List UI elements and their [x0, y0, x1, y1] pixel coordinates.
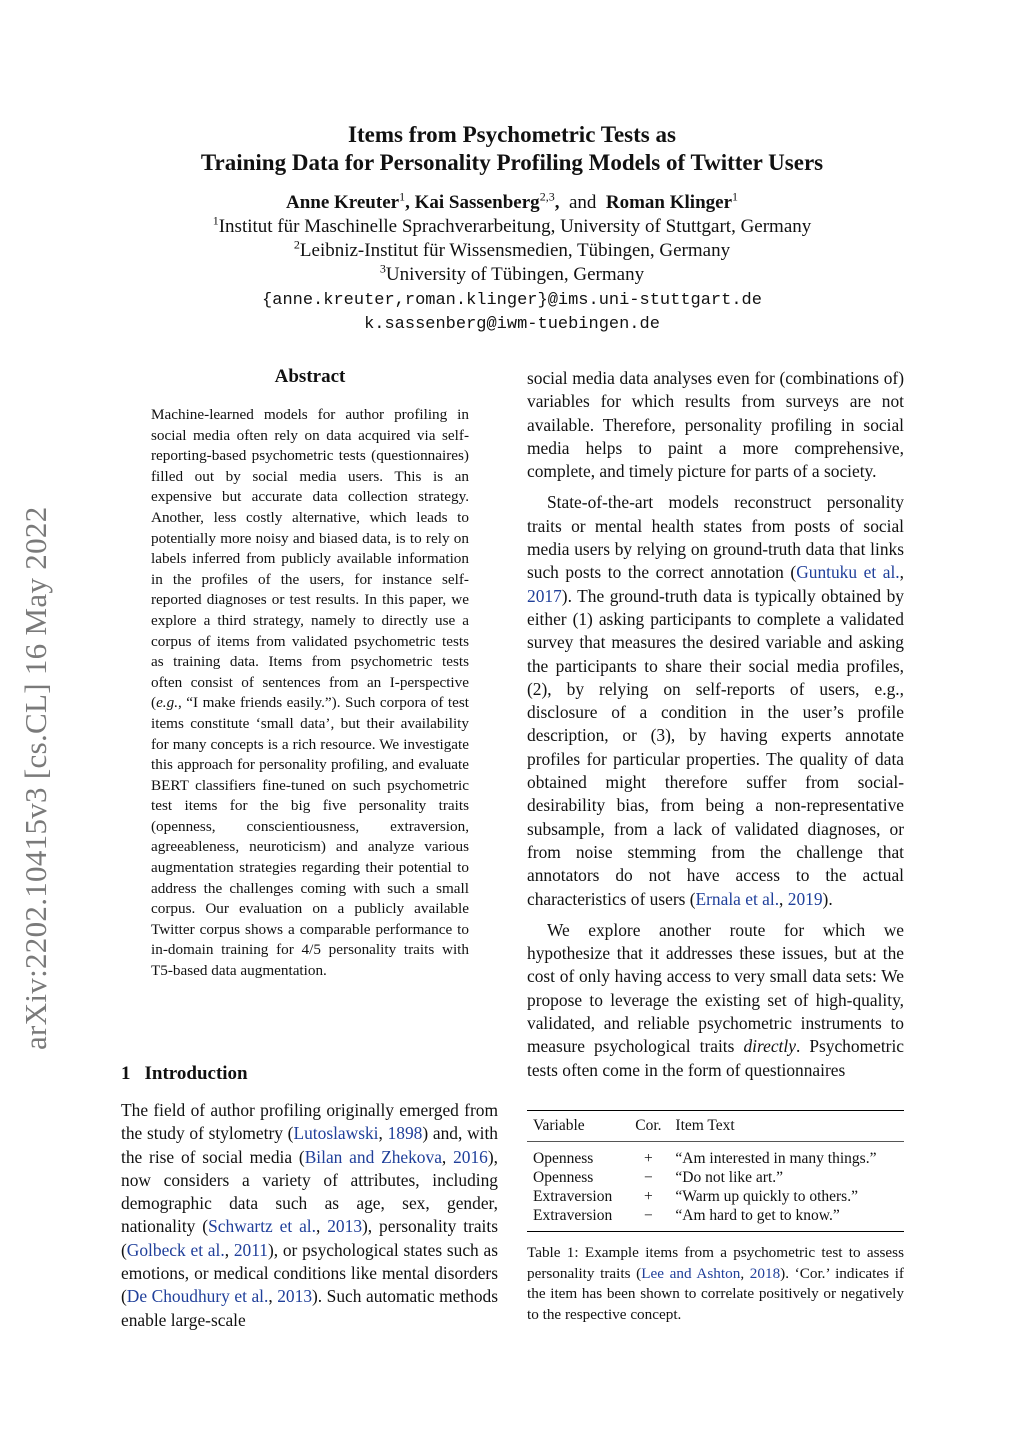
abstract-heading: Abstract	[274, 366, 346, 387]
table-row: Openness + “Am interested in many things.”	[533, 1150, 877, 1167]
abstract-body: Machine-learned models for author profiling in social media often rely on data acquired via self-reporting-based psychometric tests (questionnaires) filled out by social media users. This is an expensive but accurate data collection strategy. Another, less costly alternative, which leads to potentially more noisy and biased data, is to rely on labels inferred from publicly available information in the profiles of the users, for instance self-reported diagnoses or test results. In this paper, we explore a third strategy, namely to directly use a corpus of items from validated psychometric tests as training data. Items from psychometric tests often consist of sentences from an I-perspective (e.g., “I make friends easily.”). Such corpora of test items constitute ‘small data’, but their availability for many concepts is a rich resource. We investigate this approach for personality profiling, and evaluate BERT classifiers fine-tuned on such psychometric test items for the big five personality traits (openness, conscientiousness, extraversion, agreeableness, neuroticism) and analyze various augmentation strategies regarding their potential to address the challenges coming with such a small corpus. Our evaluation on a publicly available Twitter corpus shows a comparable performance to in-domain training for 4/5 personality traits with T5-based data augmentation.	[151, 406, 469, 980]
table-row: Extraversion − “Am hard to get to know.”	[533, 1207, 840, 1224]
author-affiliation-mark: 2,3	[539, 189, 555, 204]
citation-link[interactable]: 2019	[787, 888, 823, 909]
citation-link[interactable]: Bilan and Zhekova	[304, 1146, 442, 1167]
body-paragraph: State-of-the-art models reconstruct personality traits or mental health states from posts of social media users by relying on ground-truth data that links such posts to the correct annotation (Guntuku et al., 2017). The ground-truth data is typically obtained by either (1) asking participants to complete a validated survey that measures the desired variable and asking the participants to share their social media profiles, (2), by relying on self-reports of users, e.g., disclosure of a condition in the user’s profile description, or (3), by having experts annotate profiles for particular properties. The quality of data obtained might therefore suffer from social-desirability bias, from being a non-representative subsample, from a lack of validated diagnoses, or from noise stemming from the challenge that annotators do not have access to the actual characteristics of users (Ernala et al., 2019).	[527, 492, 904, 909]
author-list: Anne Kreuter$^1$, Kai Sassenberg$^{2,3}$, and Roman Klinger$^1$	[285, 189, 739, 213]
author-name: Roman Klinger	[605, 192, 733, 213]
table-1-caption: Table 1: Example items from a psychometric test to assess personality traits (Lee and Ashton, 2018). ‘Cor.’ indicates if the item has been shown to correlate positively or negatively to the respective concept.	[527, 1244, 904, 1323]
citation-link[interactable]: Schwartz et al.	[208, 1216, 316, 1237]
citation-link[interactable]: 2013	[277, 1286, 313, 1307]
author-name: Anne Kreuter	[285, 192, 400, 213]
citation-link[interactable]: Golbeck et al.	[126, 1239, 225, 1260]
email-line-1: {anne.kreuter,roman.klinger}@ims.uni-stuttgart.de	[262, 291, 762, 310]
affiliation-2: $^2$Leibniz-Institut für Wissensmedien, Tübingen, Germany	[293, 237, 731, 261]
citation-link[interactable]: 1898	[387, 1123, 423, 1144]
author-name: Kai Sassenberg	[414, 192, 540, 213]
citation-link[interactable]: Ernala et al.	[695, 888, 780, 909]
table-header: Variable	[527, 1111, 627, 1142]
introduction-paragraph: The field of author profiling originally emerged from the study of stylometry (Lutoslawski, 1898) and, with the rise of social media (Bilan and Zhekova, 2016), now considers a variety of attributes, including demographic data such as age, sex, gender, nationality (Schwartz et al., 2013), personality traits (Golbeck et al., 2011), or psychological states such as emotions, or medical conditions like mental disorders (De Choudhury et al., 2013). Such automatic methods enable large-scale	[121, 1100, 499, 1330]
citation-link[interactable]: Guntuku et al.	[796, 562, 900, 583]
citation-link[interactable]: Lee and Ashton	[641, 1264, 741, 1282]
affiliation-3: $^3$University of Tübingen, Germany	[379, 261, 645, 285]
author-conjunction: and	[568, 192, 597, 213]
table-1	[527, 1110, 904, 1232]
table-header: Item Text	[669, 1111, 904, 1142]
citation-link[interactable]: De Choudhury et al.	[126, 1286, 269, 1307]
right-column-text	[527, 367, 904, 1090]
table-row: Extraversion + “Warm up quickly to others.”	[533, 1188, 858, 1205]
author-affiliation-mark: 1	[732, 189, 739, 204]
body-paragraph: social media data analyses even for (combinations of) variables for which results from surveys are not available. Therefore, personality profiling in social media helps to paint a more comprehensive, complete, and timely picture for parts of a society.	[527, 368, 904, 482]
section-heading-introduction: 1 Introduction	[121, 1063, 248, 1084]
citation-link[interactable]: 2018	[749, 1264, 781, 1282]
citation-link[interactable]: 2013	[327, 1216, 363, 1237]
citation-link[interactable]: Lutoslawski	[293, 1123, 379, 1144]
citation-link[interactable]: 2016	[453, 1146, 488, 1167]
table-row: Openness − “Do not like art.”	[533, 1169, 784, 1186]
author-affiliation-mark: 1	[399, 189, 406, 204]
table-header: Cor.	[627, 1111, 669, 1142]
paper-title-line-2: Training Data for Personality Profiling Models of Twitter Users	[200, 150, 824, 175]
paper-title-line-1: Items from Psychometric Tests as	[348, 122, 676, 147]
body-paragraph: We explore another route for which we hypothesize that it addresses these issues, but at the cost of only having access to very small data sets: We propose to leverage the existing set of high-quality, validated, and reliable psychometric instruments to measure psychological traits directly. Psychometric tests often come in the form of questionnaires	[527, 919, 904, 1080]
affiliation-1: $^1$Institut für Maschinelle Sprachverarbeitung, University of Stuttgart, Germany	[212, 213, 812, 237]
citation-link[interactable]: 2011	[233, 1239, 268, 1260]
citation-link[interactable]: 2017	[527, 585, 562, 606]
arxiv-stamp: arXiv:2202.10415v3 [cs.CL] 16 May 2022	[18, 506, 53, 1050]
email-line-2: k.sassenberg@iwm-tuebingen.de	[364, 315, 660, 334]
